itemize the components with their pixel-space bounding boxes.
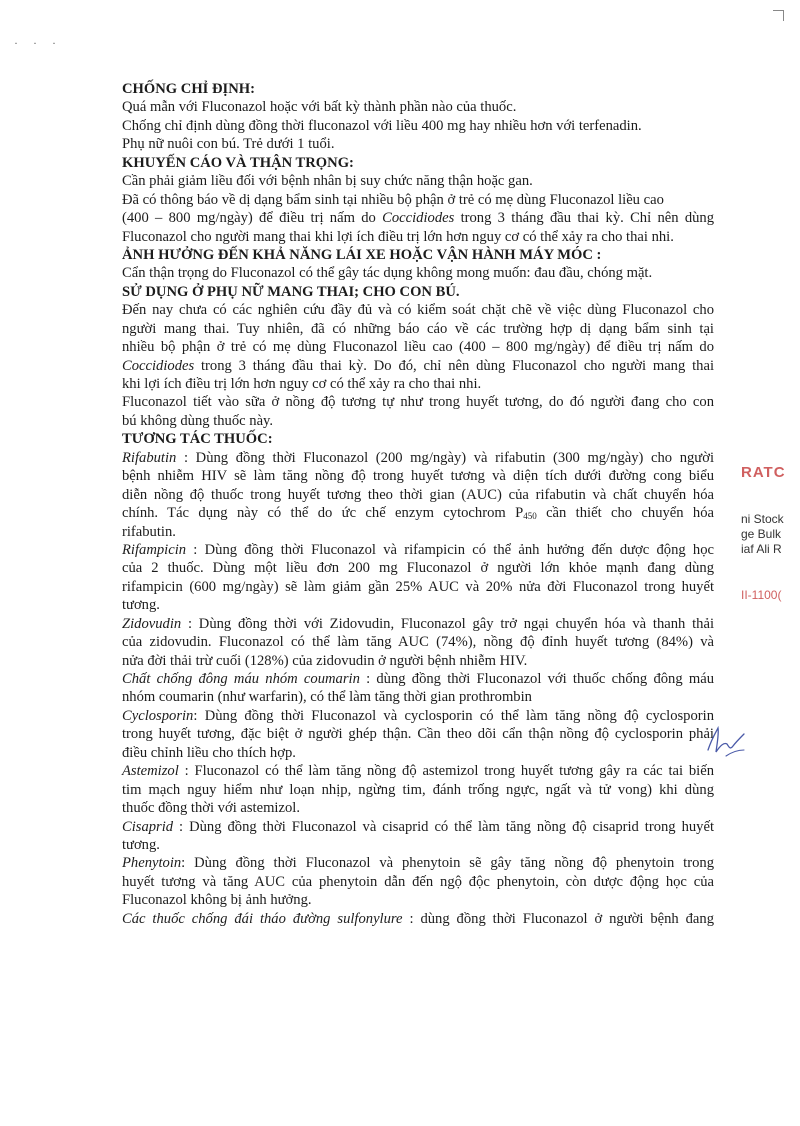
paragraph-line: rifampicin (600 mg/ngày) sẽ làm giảm gần 25% AUC và 20% nửa đời Fluconazol trong huyết — [122, 578, 714, 595]
text-run: : Dùng đồng thời Fluconazol và phenytoin sẽ gây tăng nồng độ phenytoin trong — [181, 855, 714, 872]
paragraph-line — [122, 541, 714, 559]
driving-heading: ẢNH HƯỞNG ĐẾN KHẢ NĂNG LÁI XE HOẶC VẬN HÀNH MÁY MÓC : — [122, 246, 602, 263]
paragraph-line: Phụ nữ nuôi con bú. Trẻ dưới 1 tuổi. — [122, 136, 335, 153]
paragraph-line — [122, 910, 714, 928]
scan-marks: · · · — [14, 36, 62, 50]
paragraph-line: của 2 thuốc. Dùng một liều đơn 200 mg Fluconazol ở người lớn khỏe mạnh đang dùng — [122, 560, 714, 577]
text-run: : Dùng đồng thời Fluconazol và cisaprid có thể làm tăng nồng độ cisaprid trong huyết — [173, 818, 714, 835]
warnings-heading: KHUYẾN CÁO VÀ THẬN TRỌNG: — [122, 154, 354, 171]
subscript: 450 — [523, 511, 537, 522]
paragraph-line — [122, 357, 714, 375]
text-run: trong 3 tháng đầu thai kỳ. Do đó, chỉ nên dùng Fluconazol cho người mang thai — [194, 357, 714, 374]
paragraph-line: Đã có thông báo về dị dạng bẩm sinh tại nhiều bộ phận ở trẻ có mẹ dùng Fluconazol liều cao — [122, 191, 664, 208]
paragraph-line — [122, 707, 714, 725]
text-run: : Dùng đồng thời với Zidovudin, Fluconazol gây trở ngại chuyển hóa và thanh thải — [181, 615, 714, 632]
drug-name: Astemizol — [122, 763, 179, 780]
paragraph-line — [122, 615, 714, 633]
drug-name: Zidovudin — [122, 615, 182, 632]
paragraph-line — [122, 209, 714, 227]
paragraph-line: rifabutin. — [122, 523, 176, 540]
paragraph-line: Cẩn thận trọng do Fluconazol có thể gây tác dụng không mong muốn: đau đầu, chóng mặt. — [122, 265, 653, 282]
text-run: : Dùng đồng thời Fluconazol và cyclosporin có thể làm tăng nồng độ cyclosporin — [193, 707, 714, 724]
contraindications-heading: CHỐNG CHỈ ĐỊNH: — [122, 81, 255, 97]
paragraph-line: nhiều bộ phận ở trẻ có mẹ dùng Fluconazol liều cao (400 – 800 mg/ngày) để điều trị nấm do — [122, 339, 714, 356]
drug-name: Rifabutin — [122, 449, 177, 466]
text-run: : dùng đồng thời Fluconazol với thuốc chống đông máu — [359, 671, 714, 687]
paragraph-line: Fluconazol cho người mang thai khi lợi ích điều trị lớn hơn nguy cơ có thể xảy ra cho thai nhi. — [122, 228, 674, 245]
stamp-fragment: ge Bulk — [741, 527, 782, 541]
paragraph-line: Fluconazol không bị ảnh hưởng. — [122, 892, 312, 909]
paragraph-line: trong huyết tương, đặc biệt ở người ghép thận. Cần theo dõi cẩn thận nồng độ cyclosporin phải — [122, 726, 714, 743]
italic-term: Coccidiodes — [122, 357, 195, 374]
paragraph-line — [122, 670, 714, 688]
paragraph-line: Quá mẫn với Fluconazol hoặc với bất kỳ thành phần nào của thuốc. — [122, 99, 517, 116]
italic-term: Coccidiodes — [382, 210, 455, 227]
paragraph-line: bú không dùng thuốc này. — [122, 412, 274, 429]
paragraph-line: Đến nay chưa có các nghiên cứu đầy đủ và có kiểm soát chặt chẽ về việc dùng Fluconazol cho — [122, 302, 714, 319]
interactions-heading: TƯƠNG TÁC THUỐC: — [122, 431, 273, 448]
stamp-fragment: ni Stock — [741, 512, 784, 526]
drug-name: Rifampicin — [122, 541, 187, 558]
paragraph-line: của zidovudin. Fluconazol có thể làm tăng AUC (74%), nồng độ đỉnh huyết tương (84%) và — [122, 634, 714, 651]
paragraph-line: Cần phải giảm liều đối với bệnh nhân bị suy chức năng thận hoặc gan. — [122, 173, 533, 190]
text-run: (400 – 800 mg/ngày) để điều trị nấm do — [122, 210, 383, 227]
page-corner-mark — [773, 10, 784, 21]
paragraph-line: nhóm coumarin (như warfarin), có thể làm tăng thời gian prothrombin — [122, 689, 532, 706]
text-run: : Dùng đồng thời Fluconazol và rifampicin có thể ảnh hưởng đến dược động học — [186, 541, 714, 558]
paragraph-line — [122, 818, 714, 836]
paragraph-line: nửa đời thải trừ cuối (128%) của zidovudin ở người bệnh nhiễm HIV. — [122, 652, 528, 669]
paragraph-line: khi lợi ích điều trị lớn hơn nguy cơ có thể xảy ra cho thai nhi. — [122, 376, 482, 392]
text-run: : dùng đồng thời Fluconazol ở người bệnh đang — [402, 910, 715, 927]
paragraph-line — [122, 504, 714, 522]
signature-mark — [700, 720, 750, 766]
drug-name: Cyclosporin — [122, 707, 194, 724]
paragraph-line — [122, 449, 714, 467]
paragraph-line: diễn nồng độ thuốc trong huyết tương theo thời gian (AUC) của rifabutin và chất chuyển hóa — [122, 486, 714, 503]
paragraph-line: bệnh nhiễm HIV sẽ làm tăng nồng độ trong huyết tương và diện tích dưới đường cong biểu — [122, 468, 714, 485]
paragraph-line: người mang thai. Tuy nhiên, đã có những báo cáo về các trường hợp dị dạng bẩm sinh tại — [122, 320, 714, 337]
text-run: cần thiết cho chuyển hóa — [536, 505, 714, 522]
paragraph-line — [122, 762, 714, 780]
paragraph-line: tương. — [122, 836, 160, 853]
paragraph-line: Chống chỉ định dùng đồng thời fluconazol với liều 400 mg hay nhiều hơn với terfenadin. — [122, 117, 642, 134]
paragraph-line: điều chỉnh liều cho thích hợp. — [122, 744, 296, 761]
paragraph-line: tương. — [122, 597, 160, 614]
paragraph-line: thuốc đồng thời với astemizol. — [122, 800, 300, 817]
text-run: trong 3 tháng đầu thai kỳ. Chỉ nên dùng — [454, 210, 715, 227]
drug-name: Các thuốc chống đái tháo đường sulfonylure — [122, 910, 403, 927]
stamp-fragment: iaf Ali R — [741, 542, 782, 556]
paragraph-line — [122, 854, 714, 872]
text-run: : Dùng đồng thời Fluconazol (200 mg/ngày) và rifabutin (300 mg/ngày) cho người — [176, 449, 714, 466]
drug-name: Phenytoin — [122, 855, 182, 872]
text-run: : Fluconazol có thể làm tăng nồng độ astemizol trong huyết tương gây ra các tai biến — [178, 763, 714, 780]
paragraph-line: Fluconazol tiết vào sữa ở nồng độ tương tự như trong huyết tương, do đó người đang cho con — [122, 394, 714, 411]
pregnancy-heading: SỬ DỤNG Ở PHỤ NỮ MANG THAI; CHO CON BÚ. — [122, 283, 460, 300]
leaflet-text — [122, 80, 714, 928]
drug-name: Chất chống đông máu nhóm coumarin — [122, 671, 360, 687]
stamp-fragment: II-1100( — [741, 588, 782, 602]
stamp-fragment: RATC — [741, 464, 786, 481]
paragraph-line: huyết tương và tăng AUC của phenytoin dẫn đến ngộ độc phenytoin, còn dược động học của — [122, 873, 714, 890]
paragraph-line: tim mạch nguy hiểm như loạn nhịp, ngừng tim, đánh trống ngực, ngất và tử vong) khi dùng — [122, 781, 714, 798]
text-run: chính. Tác dụng này có thể do ức chế enzym cytochrom P — [122, 505, 524, 522]
drug-name: Cisaprid — [122, 818, 174, 835]
